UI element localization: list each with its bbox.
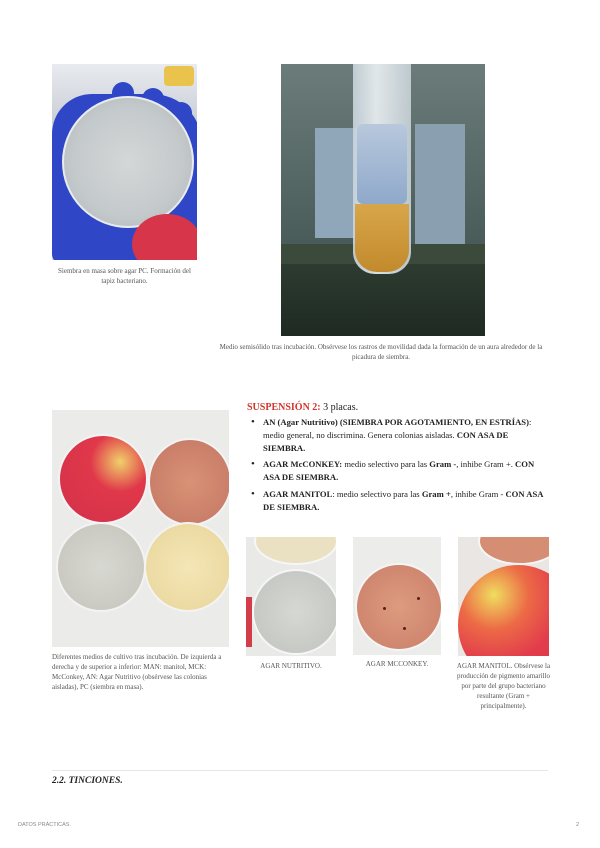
bench-top [281,264,485,336]
nutritivo-plate-top [254,537,336,565]
photo-semisolid-tube [281,64,485,336]
photo-culture-media [52,410,229,647]
photo-agar-mcconkey [353,537,441,655]
tube-aura [357,124,407,204]
colony [403,627,406,630]
caption-nutritivo: AGAR NUTRITIVO. [260,662,322,670]
pc-petri-plate [62,96,194,228]
plate-pc [144,522,229,612]
suspension-label: SUSPENSIÓN 2: [247,402,321,413]
tube-medium [355,204,409,272]
list-item: • AGAR MANITOL: medio selectivo para las Gram +, inhibe Gram - CON ASA DE SIEMBRA. [247,488,547,514]
colony [383,607,386,610]
photo-agar-manitol [458,537,549,656]
plate-mcconkey [148,438,229,526]
nutritivo-plate [252,569,336,655]
list-item: • AGAR McCONKEY: medio selectivo para las Gram -, inhibe Gram +. CON ASA DE SIEMBRA. [247,458,547,484]
mcconkey-plate [355,563,441,651]
caption-media: Diferentes medios de cultivo tras incubación. De izquierda a derecha y de superior a inferior: MAN: manitol, MCK: McConkey, AN: Agar Nutritivo (obsérvese las colonias aisladas), PC (siembra en masa). [52,653,222,691]
caption-pc: Siembra en masa sobre agar PC. Formación del tapiz bacteriano. [58,267,191,285]
suspension-count: 3 placas. [320,402,359,413]
caption-semisolid: Medio semisólido tras incubación. Obsérvese los rastros de movilidad dada la formación de un aura alrededor de la picadura de siembra. [219,343,543,361]
manitol-plate [458,565,549,656]
manitol-plate-top [478,537,549,565]
caption-manitol: AGAR MANITOL. Obsérvese la producción de pigmento amarillo por parte del grupo bacteriano resultante (Gram + principalmente). [456,662,551,710]
media-list [247,416,547,518]
footer-left: DATOS PRÁCTICAS. [18,822,71,828]
photo-pc-plate [52,64,197,260]
page-number: 2 [576,822,580,828]
colony [417,597,420,600]
suspension-heading [247,402,358,413]
caption-mcconkey: AGAR MCCONKEY. [365,660,429,668]
photo-agar-nutritivo [246,537,336,656]
red-edge [246,597,252,647]
yellow-cap [164,66,194,86]
plate-manitol [58,434,148,524]
divider [52,770,548,771]
window-pane [415,124,465,244]
plate-nutritivo [56,522,146,612]
section-title: 2.2. TINCIONES. [52,776,123,786]
list-item: • AN (Agar Nutritivo) (SIEMBRA POR AGOTAMIENTO, EN ESTRÍAS): medio general, no discrimina. Genera colonias aisladas. CON ASA DE SIEMBRA. [247,416,547,454]
